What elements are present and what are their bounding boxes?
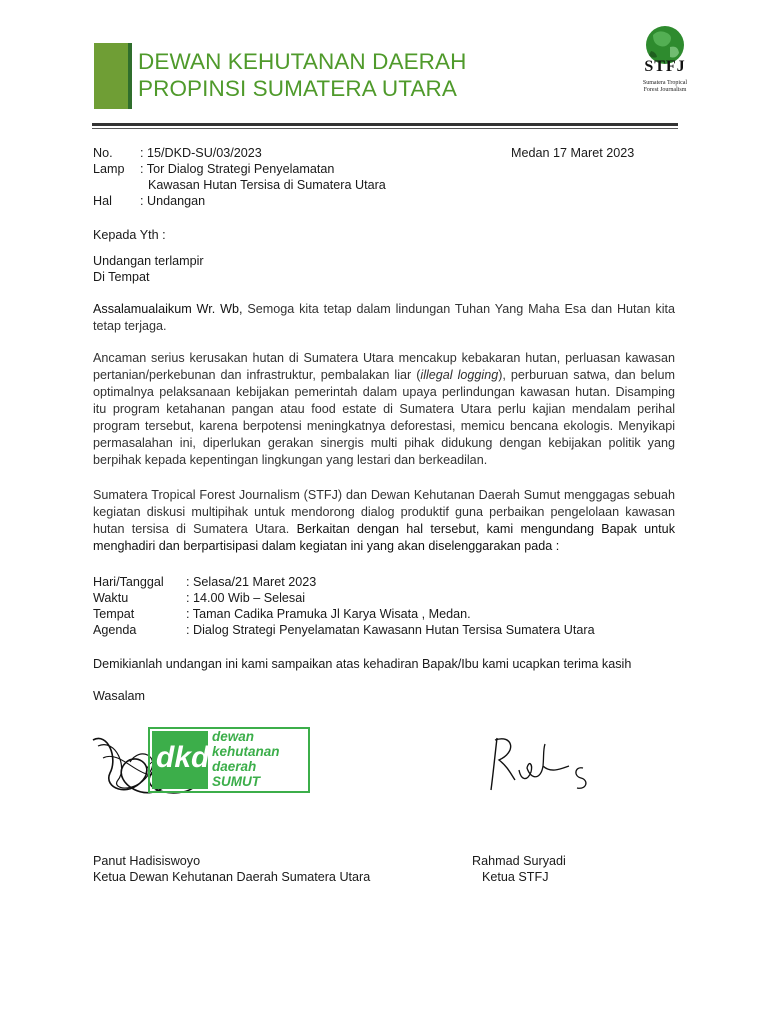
org-name-line1: DEWAN KEHUTANAN DAERAH	[138, 49, 467, 74]
stfj-logo-name: STFJ	[644, 58, 686, 75]
recipient-greeting: Kepada Yth :	[93, 228, 166, 242]
right-signature	[485, 730, 600, 800]
dkd-stamp-line4: SUMUT	[212, 774, 260, 789]
event-label: Hari/Tanggal	[93, 575, 164, 589]
paragraph-threats-a: Ancaman serius kerusakan hutan di Sumatera Utara mencakup kebakaran hutan, perluasan kawasan pertanian/perkebunan dan infrastruktur, pembalakan liar (	[93, 351, 675, 382]
event-label: Waktu	[93, 591, 129, 605]
meta-hal-label: Hal	[93, 194, 112, 208]
meta-lamp-label: Lamp	[93, 162, 125, 176]
closing-text: Demikianlah undangan ini kami sampaikan atas kehadiran Bapak/Ibu kami ucapkan terima kasih	[93, 657, 632, 671]
meta-lamp-value: : Tor Dialog Strategi Penyelamatan	[140, 162, 335, 176]
meta-no-label: No.	[93, 146, 113, 160]
salam-opening: Assalamualaikum Wr. Wb,	[93, 302, 243, 316]
paragraph-invitation	[93, 487, 675, 555]
dkd-initials: dkd	[156, 741, 210, 774]
left-signatory-title: Ketua Dewan Kehutanan Daerah Sumatera Utara	[93, 870, 371, 884]
header-green-bar	[94, 43, 132, 109]
stfj-subtitle-line2: Forest Journalism	[643, 87, 687, 93]
event-value: : Dialog Strategi Penyelamatan Kawasann Hutan Tersisa Sumatera Utara	[186, 623, 595, 637]
salam-paragraph	[93, 301, 675, 335]
paragraph-threats-italic: illegal logging	[420, 368, 499, 382]
org-name-line2: PROPINSI SUMATERA UTARA	[138, 76, 458, 101]
dkd-stamp-line1: dewan	[212, 729, 255, 744]
dkd-stamp-line2: kehutanan	[212, 744, 280, 759]
event-label: Tempat	[93, 607, 135, 621]
event-value: : 14.00 Wib – Selesai	[186, 591, 306, 605]
letter-date: Medan 17 Maret 2023	[511, 146, 635, 160]
stfj-subtitle-line1: Sumatera Tropical	[642, 80, 688, 86]
meta-lamp-value-cont: Kawasan Hutan Tersisa di Sumatera Utara	[148, 178, 386, 192]
stfj-logo-subtitle	[625, 80, 705, 94]
dkd-stamp-text	[212, 729, 280, 789]
left-signatory-name: Panut Hadisiswoyo	[93, 854, 201, 868]
right-signatory-title: Ketua STFJ	[482, 870, 549, 884]
paragraph-threats-b: ), perburuan satwa, dan belum optimalnya pelaksanaan kebijakan pemerintah dalam upaya perlindungan kawasan hutan. Disamping itu program ketahanan pangan atau food estate di Sumatera Utara perlu kajian mendalam perihal program tersebut, karena berpotensi meningkatnya deforestasi, memicu bencana ekologis. Menyikapi permasalahan ini, diperlukan gerakan sinergis multi pihak didukung dengan kebijakan politik yang berpihak kepada kepentingan lingkungan yang lestari dan berkeadilan.	[93, 368, 675, 467]
paragraph-invitation-b: Berkaitan dengan hal tersebut, kami mengundang Bapak untuk menghadiri dan berpartisipasi dalam kegiatan ini yang akan diselenggarakan pada :	[93, 522, 675, 553]
event-value: : Selasa/21 Maret 2023	[186, 575, 317, 589]
dkd-stamp	[148, 727, 310, 793]
event-label: Agenda	[93, 623, 137, 637]
salam-rest: Semoga kita tetap dalam lindungan Tuhan Yang Maha Esa dan Hutan kita tetap terjaga.	[93, 302, 676, 333]
recipient-line1: Undangan terlampir	[93, 254, 204, 268]
header-rule-thick	[92, 123, 678, 126]
meta-no-value: : 15/DKD-SU/03/2023	[140, 146, 262, 160]
paragraph-threats	[93, 350, 675, 469]
paragraph-invitation-a: Sumatera Tropical Forest Journalism (STFJ) dan Dewan Kehutanan Daerah Sumut menggagas sebuah kegiatan diskusi multipihak untuk mendorong dialog produktif guna perbaikan pengelolaan kawasan hutan tersisa di Sumatera Utara.	[93, 488, 675, 536]
meta-hal-value: : Undangan	[140, 194, 206, 208]
wasalam: Wasalam	[93, 689, 146, 703]
recipient-line2: Di Tempat	[93, 270, 150, 284]
right-signatory-name: Rahmad Suryadi	[472, 854, 566, 868]
header-rule-thin	[92, 128, 678, 129]
dkd-stamp-line3: daerah	[212, 759, 257, 774]
event-value: : Taman Cadika Pramuka Jl Karya Wisata , Medan.	[186, 607, 471, 621]
